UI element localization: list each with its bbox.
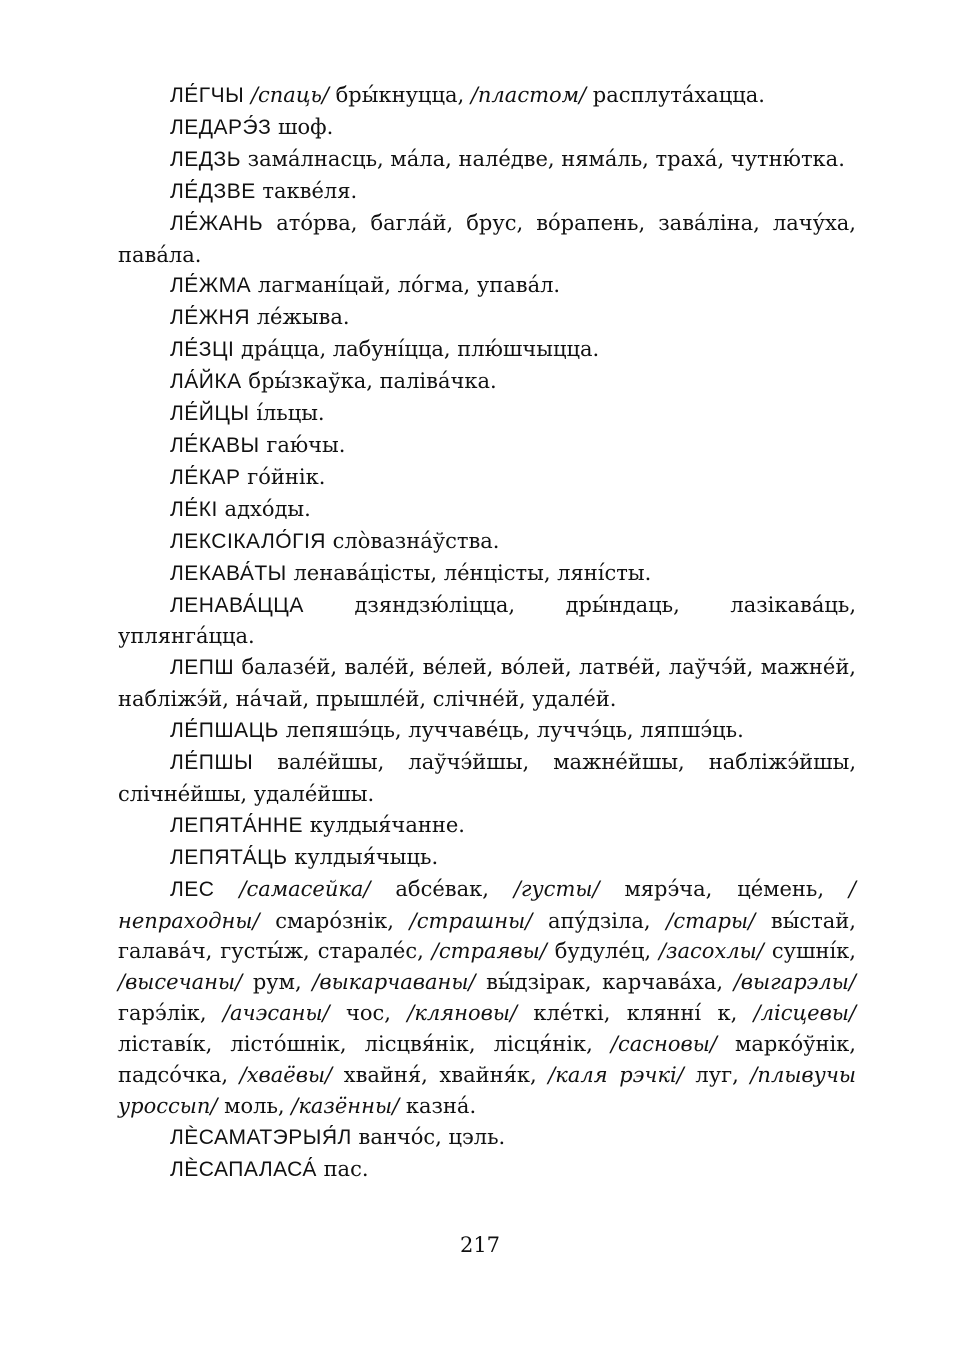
dictionary-entry — [118, 208, 856, 271]
dictionary-entry — [118, 80, 856, 112]
synonym-list: лагмані́цай, ло́гма, упава́л. — [257, 273, 561, 298]
dictionary-entry — [118, 715, 856, 747]
entry-headword: ЛЕС — [170, 877, 215, 901]
synonym-list: балазе́й, вале́й, ве́лей, во́лей, латве́й, лаўчэ́й, мажне́й, набліжэ́й, на́чай, прышле́й, слічне́й, удале́й. — [118, 655, 856, 712]
entry-headword: ЛЕ́ПШАЦЬ — [170, 719, 279, 743]
synonym-list: апу́дзіла, — [532, 908, 667, 933]
usage-note: /хваёвы/ — [239, 1063, 333, 1088]
usage-note: /казённы/ — [291, 1094, 400, 1118]
dictionary-entry — [118, 430, 856, 462]
synonym-list: расплута́хацца. — [586, 83, 765, 107]
entry-headword: ЛЕНАВА́ЦЦА — [170, 593, 304, 617]
synonym-list: гаю́чы. — [266, 432, 346, 457]
synonym-list: бры́кнуцца, — [328, 83, 471, 107]
usage-note: /стары/ — [666, 908, 756, 933]
dictionary-entry — [118, 302, 856, 334]
synonym-list: мярэ́ча, це́мень, — [599, 876, 849, 901]
synonym-list: го́йнік. — [247, 464, 326, 489]
synonym-list: хвайня́, хвайня́к, — [332, 1063, 549, 1088]
entry-headword: ЛЕ́ДЗВЕ — [170, 179, 256, 203]
usage-note: /спаць/ — [250, 83, 329, 107]
synonym-list: маркóўнік, падсо́чка, — [118, 1032, 856, 1088]
usage-note: /засохлы/ — [658, 939, 764, 964]
synonym-list: казна́. — [399, 1094, 477, 1118]
usage-note: /ліcцевы/ — [753, 1001, 857, 1026]
synonym-list: бры́зкаўка, паліва́чка. — [248, 369, 497, 394]
dictionary-entry — [118, 590, 856, 653]
synonym-list: ле́жыва. — [256, 305, 350, 330]
synonym-list: сушні́к, — [763, 939, 856, 964]
dictionary-entry — [118, 176, 856, 208]
entry-headword: ЛЕ́КАР — [170, 465, 241, 489]
usage-note: /выгарэлы/ — [733, 970, 856, 995]
synonym-list: зама́лнасць, ма́ла, нале́две, няма́ль, траха́, чутню́тка. — [247, 146, 845, 171]
dictionary-entry — [118, 652, 856, 715]
usage-note: /густы/ — [513, 876, 600, 901]
dictionary-entry — [118, 810, 856, 842]
dictionary-entry — [118, 494, 856, 526]
entry-headword: ЛЕ́ЗЦІ — [170, 338, 235, 362]
usage-note: /страшны/ — [409, 908, 533, 933]
entry-headword: ЛЕПШ — [170, 656, 235, 680]
usage-note: /каля рэчкі/ — [548, 1063, 684, 1088]
entry-headword: ЛЕКСІКАЛО́ГІЯ — [170, 529, 326, 553]
synonym-list: пас. — [323, 1156, 369, 1181]
dictionary-entry — [118, 747, 856, 810]
entry-headword: ЛЕ́КАВЫ — [170, 433, 260, 457]
usage-note: /непраходны/ — [118, 876, 856, 933]
entry-headword: ЛЕ́ЙЦЫ — [170, 402, 250, 426]
entry-headword: ЛЕ́ЖАНЬ — [170, 211, 264, 235]
dictionary-entry — [118, 1154, 856, 1186]
synonym-list: і́льцы. — [256, 401, 325, 426]
entry-headword: ЛЀСАМАТЭРЫЯ́Л — [170, 1125, 352, 1149]
dictionary-entry — [118, 558, 856, 590]
synonym-list: таквéля. — [262, 178, 358, 203]
synonym-list: дра́цца, лабуні́цца, плю́шчыцца. — [241, 337, 600, 362]
entry-headword: ЛЕ́ЖНЯ — [170, 306, 251, 330]
usage-note: /выкарчаваны/ — [312, 970, 476, 995]
entry-headword: ЛЕ́ПШЫ — [170, 751, 254, 775]
synonym-list: ванчо́с, цэль. — [358, 1124, 506, 1149]
usage-note: /плывучы уроссып/ — [118, 1063, 857, 1118]
synonym-list: гарэ́лік, — [118, 1001, 223, 1026]
dictionary-entry — [118, 526, 856, 558]
dictionary-entry — [118, 462, 856, 494]
synonym-list: дзяндзю́ліцца, дры́ндаць, лазікава́ць, уплянга́цца. — [118, 592, 856, 649]
dictionary-entry — [118, 112, 856, 144]
synonym-list: вы́дзірак, карчава́ха, — [475, 970, 734, 995]
synonym-list: ато́рва, багла́й, брус, во́рапень, зава́ліна, лачу́ха, пава́ла. — [118, 210, 856, 267]
usage-note: /страявы/ — [431, 939, 547, 964]
dictionary-entry — [118, 366, 856, 398]
dictionary-entry — [118, 334, 856, 366]
entry-headword: ЛЕКАВА́ТЫ — [170, 561, 287, 585]
dictionary-entry — [118, 1122, 856, 1154]
synonym-list: вы́стай, галава́ч, густы́ж, старале́с, — [118, 908, 856, 964]
entry-headword: ЛА́ЙКА — [170, 370, 242, 394]
synonym-list: ленава́цісты, ле́нцісты, ляні́сты. — [293, 560, 652, 585]
synonym-list: адхо́ды. — [224, 496, 311, 521]
entry-headword: ЛЕПЯТА́ННЕ — [170, 813, 304, 837]
synonym-list: чос, — [329, 1001, 408, 1026]
entry-headword: ЛЕДАРЭ́З — [170, 115, 272, 139]
synonym-list: абсе́вак, — [370, 876, 514, 901]
synonym-list: кулдыя́чанне. — [309, 812, 465, 837]
synonym-list: ліставі́к, лісто́шнік, ліcцвя́нік, ліcця́нік, — [118, 1032, 611, 1057]
dictionary-entry — [118, 842, 856, 874]
dictionary-page — [118, 80, 856, 1186]
usage-note: /высечаны/ — [118, 970, 243, 995]
entry-headword: ЛЕДЗЬ — [170, 147, 241, 171]
page-number: 217 — [459, 1233, 501, 1257]
synonym-list: смаро́знік, — [259, 908, 410, 933]
synonym-list: будуле́ц, — [546, 939, 659, 964]
entry-headword: ЛЀСАПАЛАСА́ — [170, 1157, 317, 1181]
usage-note: /сасновы/ — [610, 1032, 717, 1057]
usage-note: /ачэсаны/ — [222, 1001, 330, 1026]
synonym-list: рум, — [242, 970, 313, 995]
synonym-list: луг, — [683, 1063, 751, 1088]
synonym-list: шоф. — [278, 114, 334, 139]
entry-headword: ЛЕ́ГЧЫ — [170, 84, 245, 107]
usage-note: /самасейка/ — [239, 876, 371, 901]
entry-headword: ЛЕПЯТА́ЦЬ — [170, 845, 288, 869]
entry-headword: ЛЕ́КІ — [170, 497, 218, 521]
synonym-list: вале́йшы, лаўчэ́йшы, мажне́йшы, набліжэ́йшы, слічне́йшы, удале́йшы. — [118, 750, 856, 806]
synonym-list: кле́ткі, кляннí к, — [517, 1001, 754, 1026]
synonym-list: кулдыя́чыць. — [294, 844, 439, 869]
synonym-list: лепяшэ́ць, луччаве́ць, луччэ́ць, ляпшэ́ць. — [285, 718, 744, 743]
dictionary-entry — [118, 874, 856, 1122]
entry-headword: ЛЕ́ЖМА — [170, 274, 252, 298]
dictionary-entry — [118, 270, 856, 302]
dictionary-entry — [118, 144, 856, 176]
synonym-list: слòвазна́ўства. — [332, 528, 500, 553]
usage-note: /кляновы/ — [407, 1001, 518, 1026]
usage-note: /пластом/ — [470, 83, 587, 107]
dictionary-entry — [118, 398, 856, 430]
synonym-list: моль, — [217, 1094, 292, 1118]
